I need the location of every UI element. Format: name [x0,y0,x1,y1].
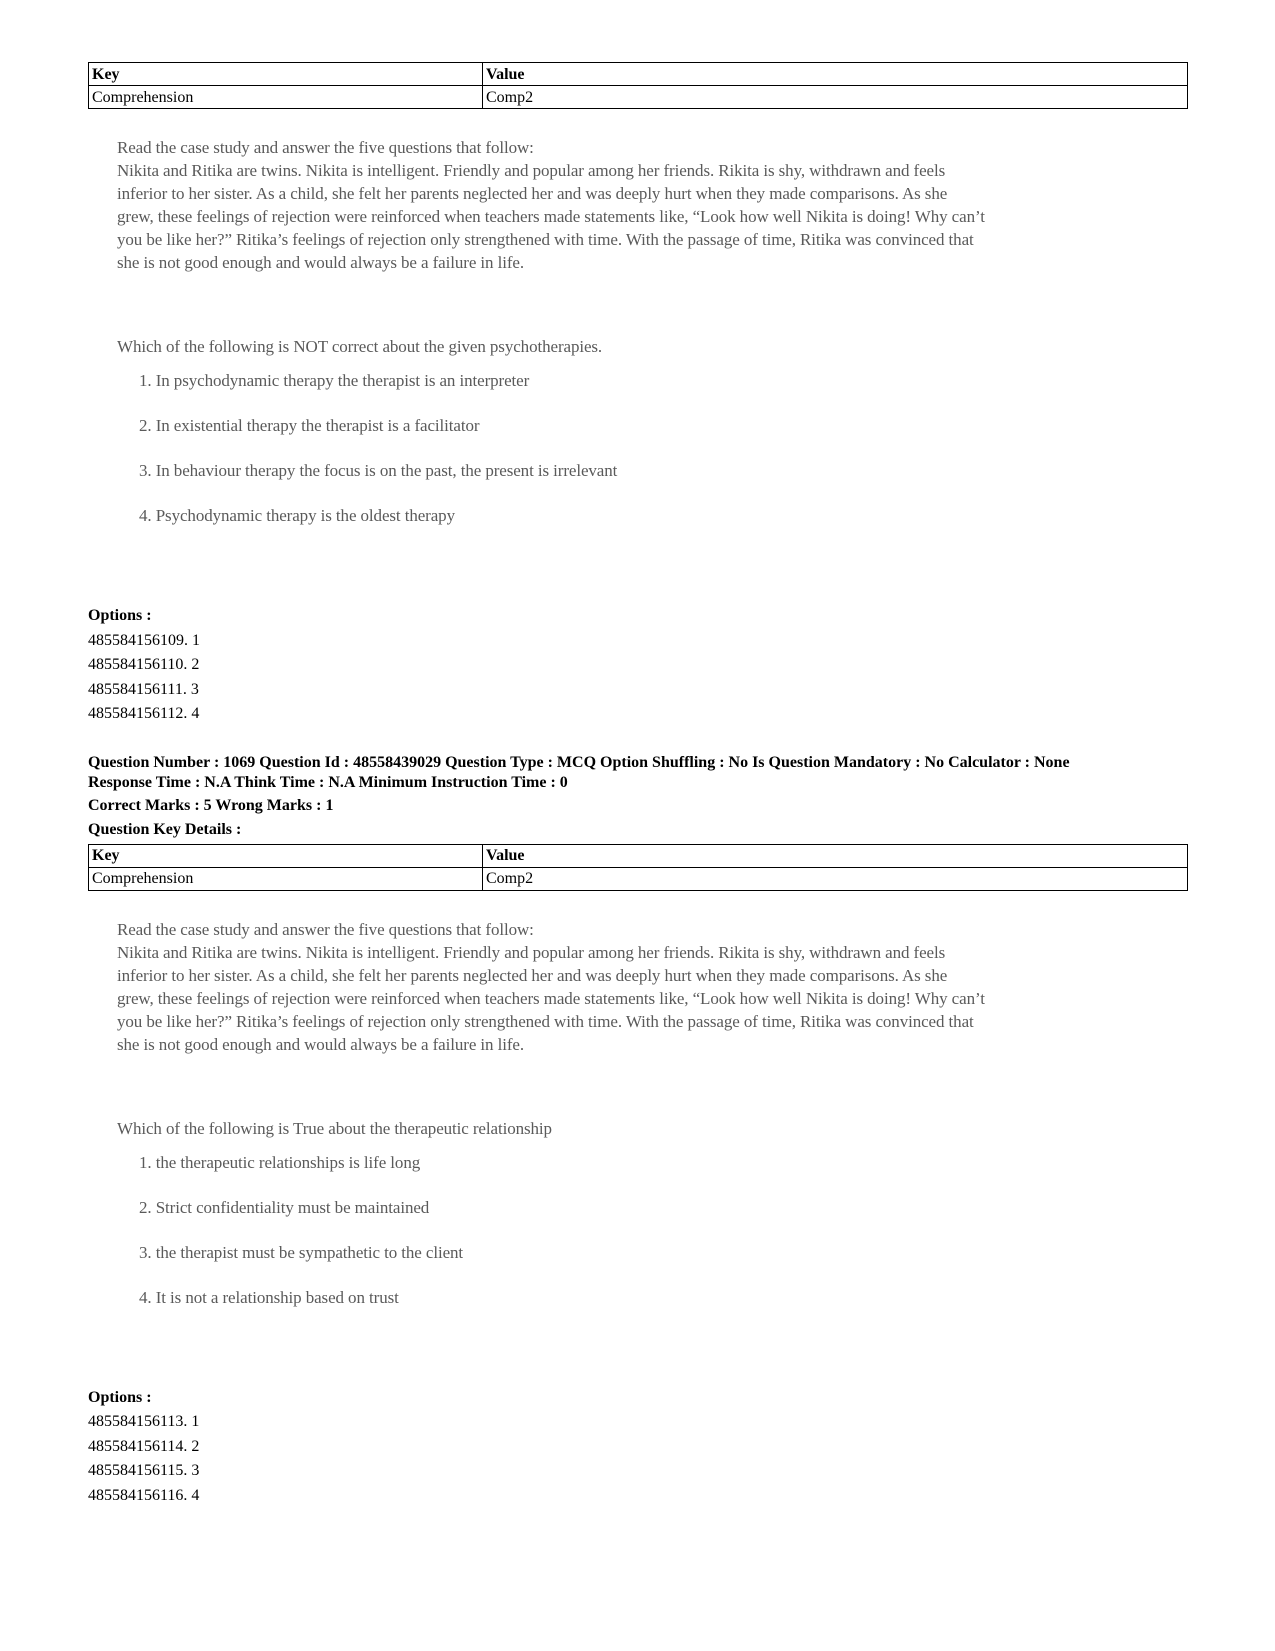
question-meta [88,753,1188,840]
case-text: Nikita and Ritika are twins. Nikita is intelligent. Friendly and popular among her friends. Rikita is shy, withdrawn and feels inferior to her sister. As a child, she felt her parents neglected her and was deeply hurt when they made comparisons. As she grew, these feelings of rejection were reinforced when teachers made statements like, “Look how well Nikita is doing! Why can’t you be like her?” Ritika’s feelings of rejection only strengthened with time. With the passage of time, Ritika was convinced that she is not good enough and would always be a failure in life. [117,942,985,1054]
key-header: Key [89,63,483,86]
marks-line: Correct Marks : 5 Wrong Marks : 1 [88,796,334,814]
choice-item: 4. It is not a relationship based on trust [139,1287,399,1307]
choice-item: 2. Strict confidentiality must be maintained [139,1197,430,1217]
key-cell: Comprehension [89,86,483,109]
options-label: Options : [88,1388,152,1406]
case-intro: Read the case study and answer the five questions that follow: [117,919,534,939]
question-key-table [88,844,1188,891]
option-item: 485584156112. 4 [88,705,200,722]
option-item: 485584156109. 1 [88,631,200,649]
question-stem: Which of the following is True about the therapeutic relationship [117,1118,552,1138]
case-study [117,918,987,1056]
option-item: 485584156111. 3 [88,680,199,698]
value-header: Value [483,844,1188,867]
table-header-row [89,844,1188,867]
key-cell: Comprehension [89,867,483,890]
option-item: 485584156110. 2 [88,656,200,673]
table-row [89,86,1188,109]
options-label: Options : [88,607,152,624]
case-intro: Read the case study and answer the five questions that follow: [117,138,534,157]
options-block [88,1386,1188,1509]
question-image [117,136,1188,594]
value-header: Value [483,63,1188,86]
table-row [89,867,1188,890]
choice-item: 1. In psychodynamic therapy the therapist is an interpreter [139,371,530,390]
value-cell: Comp2 [483,86,1188,109]
options-block [88,604,1188,727]
option-item: 485584156115. 3 [88,1462,200,1479]
value-cell: Comp2 [483,867,1188,890]
choice-list [139,1151,1188,1331]
option-item: 485584156116. 4 [88,1486,200,1504]
choice-item: 1. the therapeutic relationships is life long [139,1152,421,1172]
choice-list [139,369,1188,549]
meta-line-1: Question Number : 1069 Question Id : 48558439029 Question Type : MCQ Option Shuffling : No Is Question Mandatory : No Calculator : None [88,753,1070,771]
choice-item: 2. In existential therapy the therapist is a facilitator [139,416,480,435]
key-details-label: Question Key Details : [88,820,242,838]
key-header: Key [89,844,483,867]
case-study [117,136,987,274]
question-image [117,918,1188,1376]
choice-item: 4. Psychodynamic therapy is the oldest therapy [139,506,455,525]
choice-item: 3. the therapist must be sympathetic to the client [139,1242,464,1262]
question-stem: Which of the following is NOT correct about the given psychotherapies. [117,337,603,356]
exam-page [88,62,1188,1508]
case-text: Nikita and Ritika are twins. Nikita is intelligent. Friendly and popular among her friends. Rikita is shy, withdrawn and feels inferior to her sister. As a child, she felt her parents neglected her and was deeply hurt when they made comparisons. As she grew, these feelings of rejection were reinforced when teachers made statements like, “Look how well Nikita is doing! Why can’t you be like her?” Ritika’s feelings of rejection only strengthened with time. With the passage of time, Ritika was convinced that she is not good enough and would always be a failure in life. [117,161,985,272]
option-item: 485584156114. 2 [88,1437,200,1455]
meta-line-2: Response Time : N.A Think Time : N.A Minimum Instruction Time : 0 [88,773,568,791]
table-header-row [89,63,1188,86]
question-key-table [88,62,1188,109]
option-item: 485584156113. 1 [88,1413,200,1430]
choice-item: 3. In behaviour therapy the focus is on the past, the present is irrelevant [139,461,618,480]
